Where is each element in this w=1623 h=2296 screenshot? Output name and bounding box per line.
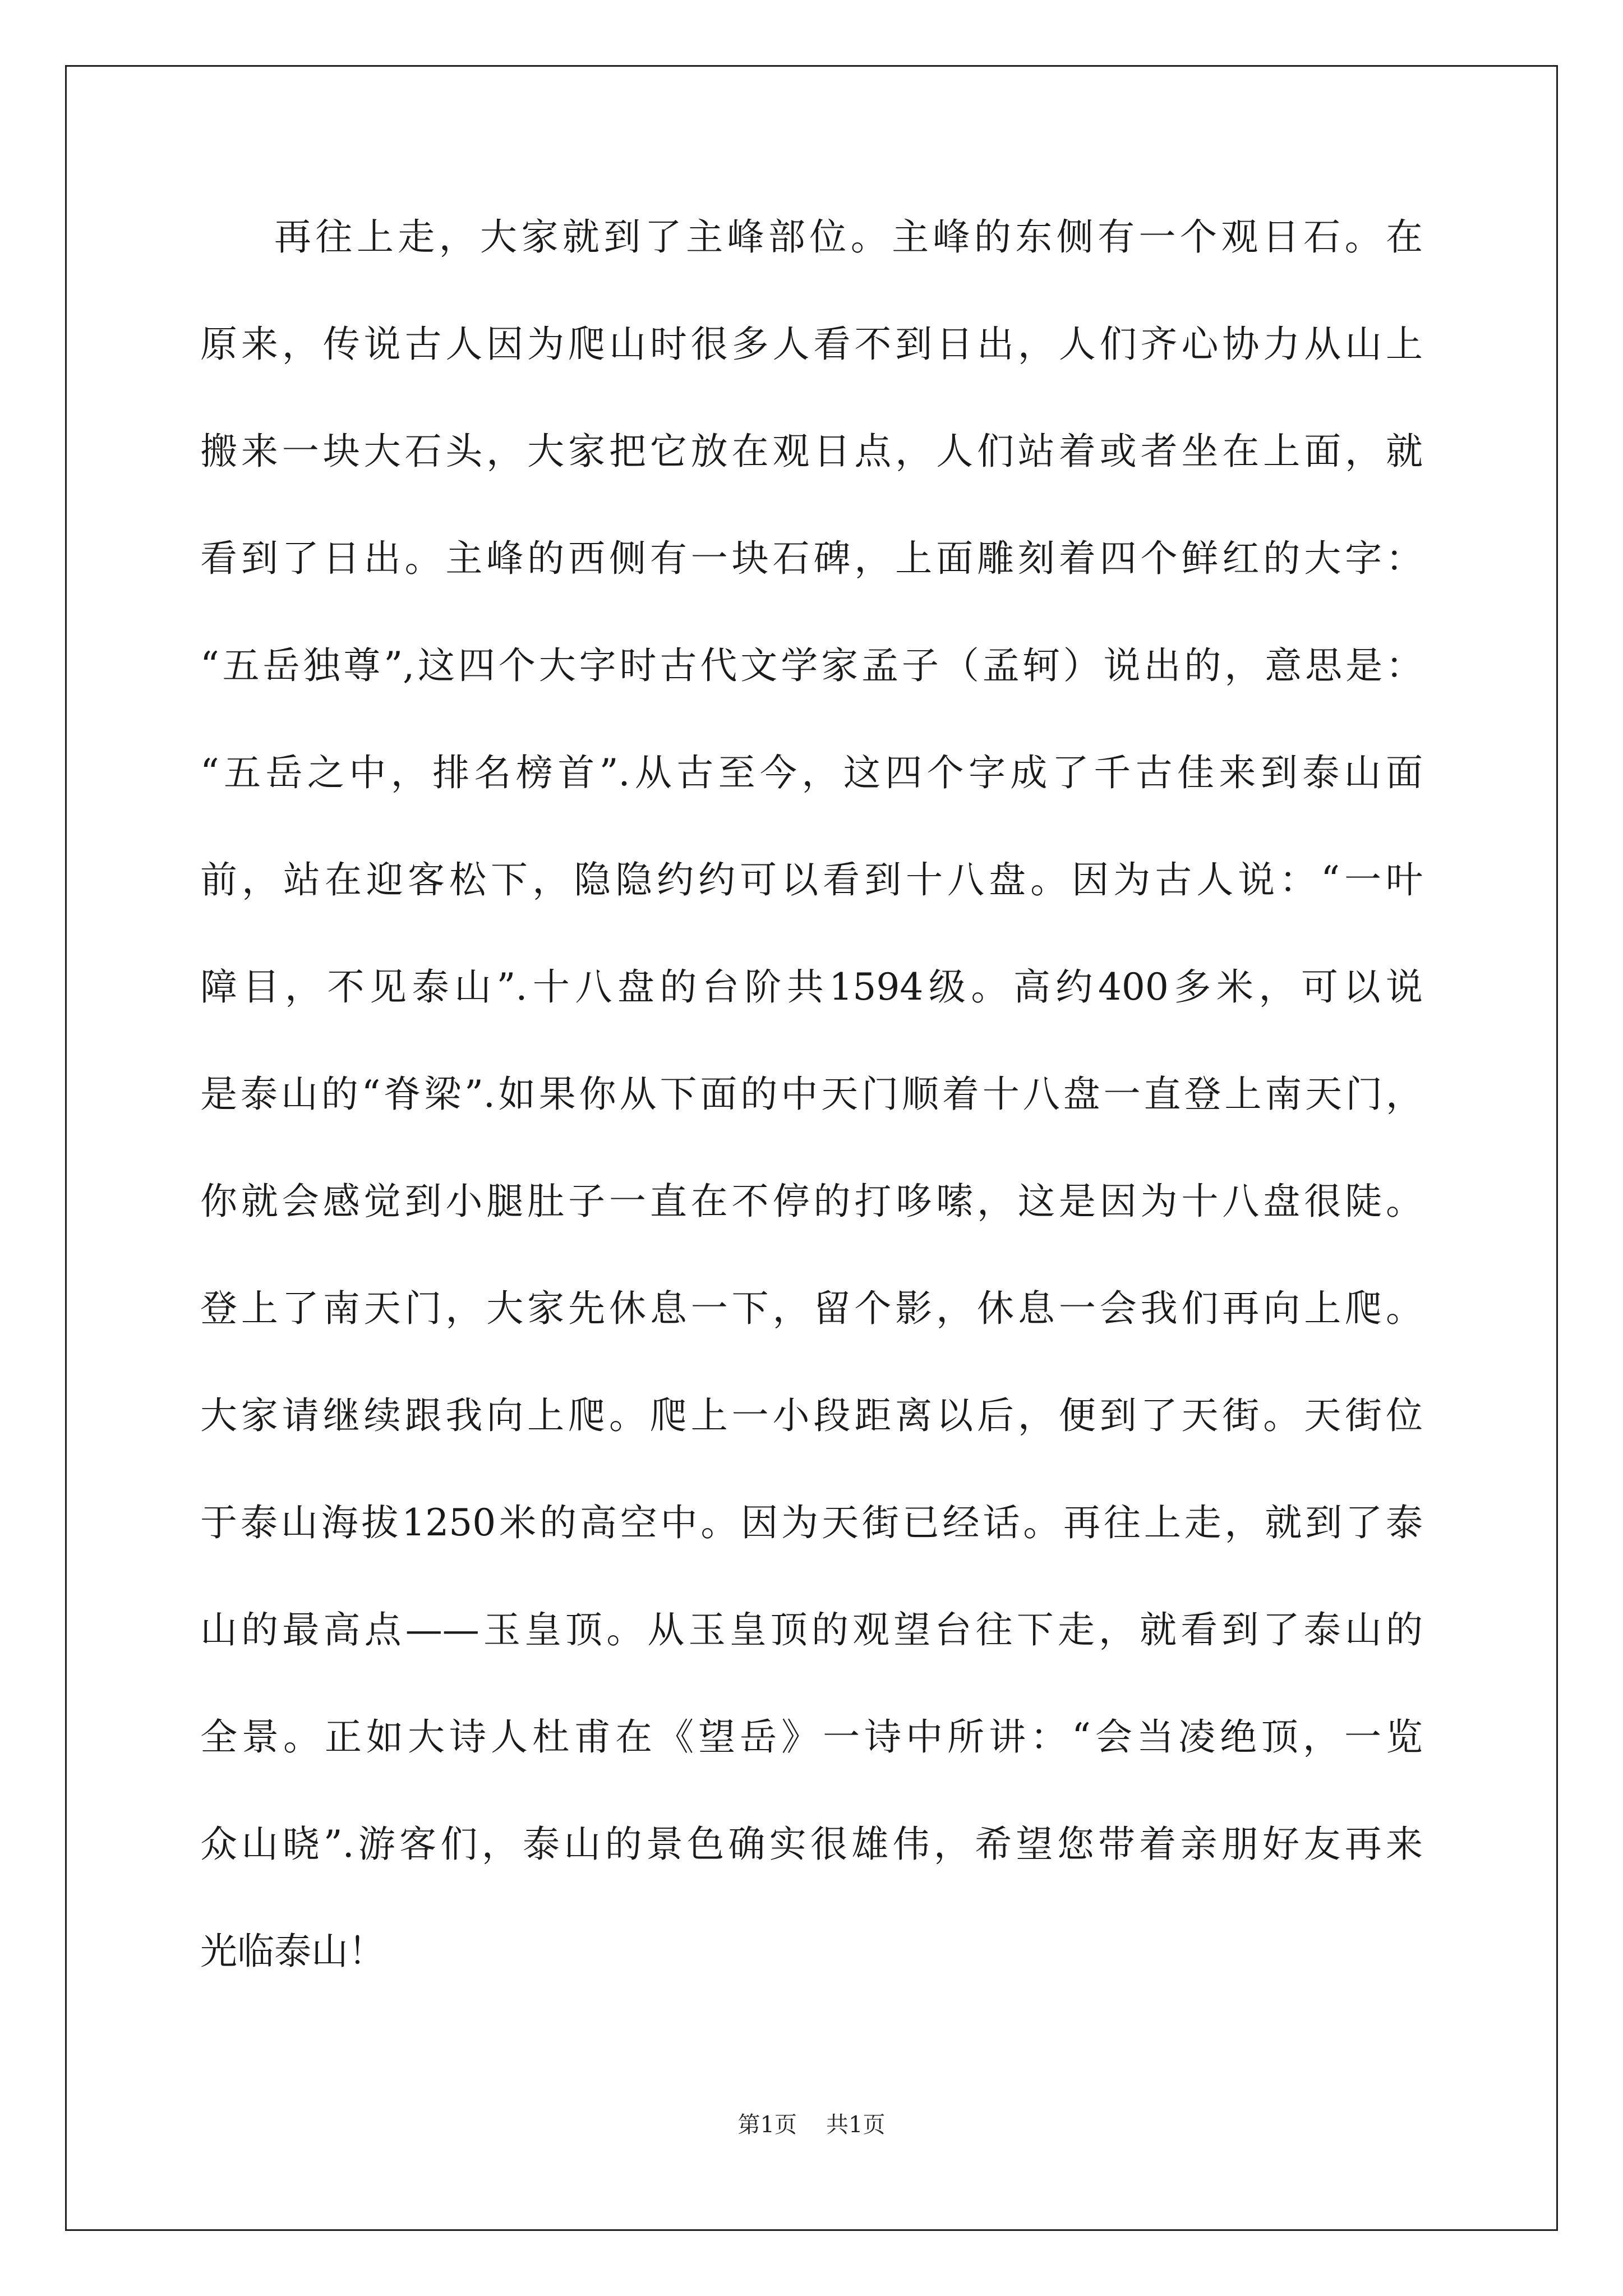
text-line: 光临泰山！ — [200, 1930, 385, 1973]
page-footer — [0, 2114, 1623, 2136]
text-line: 前，站在迎客松下，隐隐约约可以看到十八盘。因为古人说：“一叶 — [200, 858, 1423, 901]
text-line: 障目，不见泰山”.十八盘的台阶共1594级。高约400多米，可以说 — [200, 965, 1423, 1009]
text-line: 大家请继续跟我向上爬。爬上一小段距离以后，便到了天街。天街位 — [200, 1394, 1423, 1437]
text-line: 登上了南天门，大家先休息一下，留个影，休息一会我们再向上爬。 — [200, 1287, 1423, 1330]
text-line: 你就会感觉到小腿肚子一直在不停的打哆嗦，这是因为十八盘很陡。 — [200, 1180, 1423, 1223]
page-number: 第1页 — [737, 2112, 797, 2138]
text-line: 看到了日出。主峰的西侧有一块石碑，上面雕刻着四个鲜红的大字： — [200, 537, 1423, 580]
body-text — [200, 215, 1423, 2040]
text-line: 是泰山的“脊梁”.如果你从下面的中天门顺着十八盘一直登上南天门， — [200, 1073, 1423, 1116]
text-line: 众山晓”.游客们，泰山的景色确实很雄伟，希望您带着亲朋好友再来 — [200, 1823, 1423, 1866]
text-line: 于泰山海拔1250米的高空中。因为天街已经话。再往上走，就到了泰 — [200, 1501, 1423, 1544]
text-line: “五岳之中，排名榜首”.从古至今，这四个字成了千古佳来到泰山面 — [200, 751, 1423, 794]
text-line: 山的最高点——玉皇顶。从玉皇顶的观望台往下走，就看到了泰山的 — [200, 1608, 1423, 1651]
text-line: 再往上走，大家就到了主峰部位。主峰的东侧有一个观日石。在 — [274, 215, 1423, 259]
text-line: “五岳独尊”,这四个大字时古代文学家孟子（孟轲）说出的，意思是： — [200, 644, 1423, 687]
text-line: 搬来一块大石头，大家把它放在观日点，人们站着或者坐在上面，就 — [200, 430, 1423, 473]
text-line: 全景。正如大诗人杜甫在《望岳》一诗中所讲：“会当凌绝顶，一览 — [200, 1715, 1423, 1759]
text-line: 原来，传说古人因为爬山时很多人看不到日出，人们齐心协力从山上 — [200, 323, 1423, 366]
page-total: 共1页 — [826, 2112, 886, 2138]
